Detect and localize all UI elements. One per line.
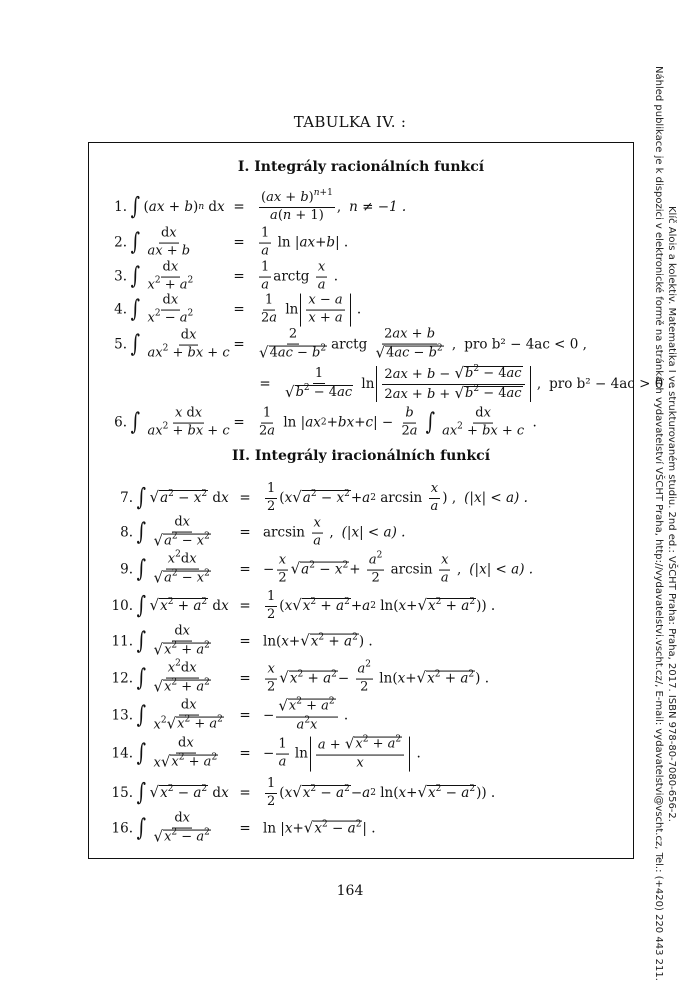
condition: (|x| < a) . [469, 562, 534, 578]
condition: (|x| < a) . [341, 525, 406, 541]
formula-number: 11. [111, 634, 133, 650]
formula-number: 12. [111, 671, 133, 687]
condition: pro b² − 4ac < 0 , [464, 337, 587, 353]
formula-12: 12. ∫ $x^2dx$ √ $x^2 + a^2$ = $\frac{x}{2}$ √ $x^2 + a^2$ − $\frac{a^2}{2}$ ln( x + √ $x^2 + a^2$ ) . [89, 662, 633, 697]
formula-16: 16. ∫ dx √ $x^2 - a^2$ = ln | x + √ $x^2 - a^2$ | . [89, 812, 633, 847]
formula-number: 10. [111, 598, 133, 614]
formula-number: 2. [114, 235, 127, 251]
formula-13: 13. ∫ dx $x^2$ √ $x^2 + a^2$ = − √ $x^2 + a^2$ $a^2x$ . [89, 699, 633, 734]
condition: pro b² − 4ac > 0 . [549, 376, 672, 392]
formula-number: 7. [120, 490, 133, 506]
citation-line: Klíč Alois a kolektiv. Matematika I ve strukturovaném studiu. 2nd ed.: VŠCHT Praha: Praha, 2017. ISBN 978-80-7080-656-2. [666, 206, 677, 822]
section-title-rational: I. Integrály racionálních funkcí [237, 159, 485, 175]
formula-4: 4. ∫ $\frac{dx}{x^2 - a^2}$ = $\frac{1}{2a}$ ln $\frac{x - a}{x + a}$ . [89, 294, 633, 327]
formula-7: 7. ∫ √ $a^2 - x^2$ d x = $\frac{1}{2}$ ( x √ $a^2 - x^2$ + a 2 arcsin $\frac{x}{a}$ ) , (|x| < a) . [89, 486, 633, 510]
formula-10: 10. ∫ √ $x^2 + a^2$ d x = $\frac{1}{2}$ ( x √ $x^2 + a^2$ + a 2 ln( x + √ $x^2 + a^2$ )) . [89, 594, 633, 618]
formula-table: I. Integrály racionálních funkcí 1. ∫ ( ax + b ) n d x = $\frac{(ax + b)^{n+1}}{a(n + 1)}$ , n ≠ −1 . 2. ∫ $\frac{dx}{ax + b}$ = $\frac{1}{a}$ ln | ax + b | . 3. ∫ $\frac{dx}{x^2 + a^2}$ = $\frac{1}{a}$ arctg $\frac{x}{a}$ . 4. ∫ $\frac{dx}{x^2 - a^2}$ = $\frac{1}{2a}$ ln $\frac{x - a}{x + a}$ . 5. ∫ $\frac{dx}{ax^2 + bx + c}$ = 2 √ $4ac - b^2$ arctg 2ax + b √ $4ac - b^2$ , pro b² − 4ac < 0 , = 1 √ $b^2 - 4ac$ ln 2ax + b − √ $b^2 - 4ac$ 2ax + b + √ $b^2 - 4ac$ , pro b² − 4ac > 0 . 6. ∫ $\frac{\text{x dx}}{ax^2 + bx + c}$ = $\frac{1}{2a}$ ln | ax 2 + bx + c | − $\frac{b}{2a}$ ∫ $\frac{dx}{ax^2 + bx + c}$ . II. Integrály iracionálních funkcí 7. ∫ √ $a^2 - x^2$ d x = $\frac{1}{2}$ ( x √ $a^2 - x^2$ + a 2 arcsin $\frac{x}{a}$ ) , (|x| < a) . 8. ∫ dx √ $a^2 - x^2$ = arcsin $\frac{x}{a}$ , (|x| < a) . 9. ∫ $x^2dx$ √ $a^2 - x^2$ = − $\frac{x}{2}$ √ $a^2 - x^2$ + $\frac{a^2}{2}$ arcsin $\frac{x}{a}$ , (|x| < a) . 10. ∫ √ $x^2 + a^2$ d x = $\frac{1}{2}$ ( x √ $x^2 + a^2$ + a 2 ln( x + √ $x^2 + a^2$ )) . 11. ∫ dx √ $x^2 + a^2$ = ln( x + √ $x^2 + a^2$ ) . 12. ∫ $x^2dx$ √ $x^2 + a^2$ = $\frac{x}{2}$ √ $x^2 + a^2$ − $\frac{a^2}{2}$ ln( x + √ $x^2 + a^2$ ) . 13. ∫ dx $x^2$ √ $x^2 + a^2$ = − √ $x^2 + a^2$ $a^2x$ . 14. ∫ dx x √ $x^2 + a^2$ = − $\frac{1}{a}$ ln a + √ $x^2 + a^2$ x . 15. ∫ √ $x^2 - a^2$ d x = $\frac{1}{2}$ ( x √ $x^2 - a^2$ − a 2 ln( x + √ $x^2 - a^2$ )) . 16. ∫ dx √ $x^2 - a^2$ = ln | x + √ $x^2 - a^2$ | . [88, 142, 634, 859]
formula-15: 15. ∫ √ $x^2 - a^2$ d x = $\frac{1}{2}$ ( x √ $x^2 - a^2$ − a 2 ln( x + √ $x^2 - a^2$ )) . [89, 781, 633, 805]
formula-number: 9. [120, 562, 133, 578]
formula-number: 6. [114, 415, 127, 431]
formula-11: 11. ∫ dx √ $x^2 + a^2$ = ln( x + √ $x^2 + a^2$ ) . [89, 625, 633, 660]
page-number: 164 [336, 883, 364, 899]
formula-3: 3. ∫ $\frac{dx}{x^2 + a^2}$ = $\frac{1}{a}$ arctg $\frac{x}{a}$ . [89, 261, 633, 294]
formula-number: 4. [114, 302, 127, 318]
formula-8: 8. ∫ dx √ $a^2 - x^2$ = arcsin $\frac{x}{a}$ , (|x| < a) . [89, 516, 633, 551]
formula-number: 14. [111, 746, 133, 762]
formula-number: 16. [111, 821, 133, 837]
formula-number: 1. [114, 199, 127, 215]
publisher-note [653, 66, 678, 981]
formula-number: 3. [114, 269, 127, 285]
formula-1: 1. ∫ ( ax + b ) n d x = $\frac{(ax + b)^{n+1}}{a(n + 1)}$ , n ≠ −1 . [89, 195, 633, 219]
section-title-irrational: II. Integrály iracionálních funkcí [231, 448, 491, 464]
formula-6: 6. ∫ $\frac{\text{x dx}}{ax^2 + bx + c}$ = $\frac{1}{2a}$ ln | ax 2 + bx + c | − $\frac{b}{2a}$ ∫ $\frac{dx}{ax^2 + bx + c}$ . [89, 407, 633, 440]
formula-2: 2. ∫ $\frac{dx}{ax + b}$ = $\frac{1}{a}$ ln | ax + b | . [89, 227, 633, 260]
formula-14: 14. ∫ dx x √ $x^2 + a^2$ = − $\frac{1}{a}$ ln a + √ $x^2 + a^2$ x . [89, 737, 633, 772]
formula-number: 15. [111, 785, 133, 801]
page-title: TABULKA IV. : [293, 113, 407, 131]
formula-9: 9. ∫ $x^2dx$ √ $a^2 - x^2$ = − $\frac{x}{2}$ √ $a^2 - x^2$ + $\frac{a^2}{2}$ arcsin $\frac{x}{a}$ , (|x| < a) . [89, 553, 633, 588]
condition: n ≠ −1 . [349, 199, 407, 215]
formula-number: 8. [120, 525, 133, 541]
formula-number: 5. [114, 337, 127, 353]
formula-5: 5. ∫ $\frac{dx}{ax^2 + bx + c}$ = 2 √ $4ac - b^2$ arctg 2ax + b √ $4ac - b^2$ , pro b² − 4ac < 0 , [89, 329, 633, 362]
formula-number: 13. [111, 708, 133, 724]
condition: (|x| < a) . [464, 490, 528, 506]
preview-notice-line: Náhled publikace je k dispozici v elektronické formě na stránkách vydavatelství VŠCHT Praha, http://vydavatelstvi.vscht.cz/, E-mail: vydavatelstvi@vscht.cz, Tel.: (+420) 220 443 211. [653, 66, 664, 981]
